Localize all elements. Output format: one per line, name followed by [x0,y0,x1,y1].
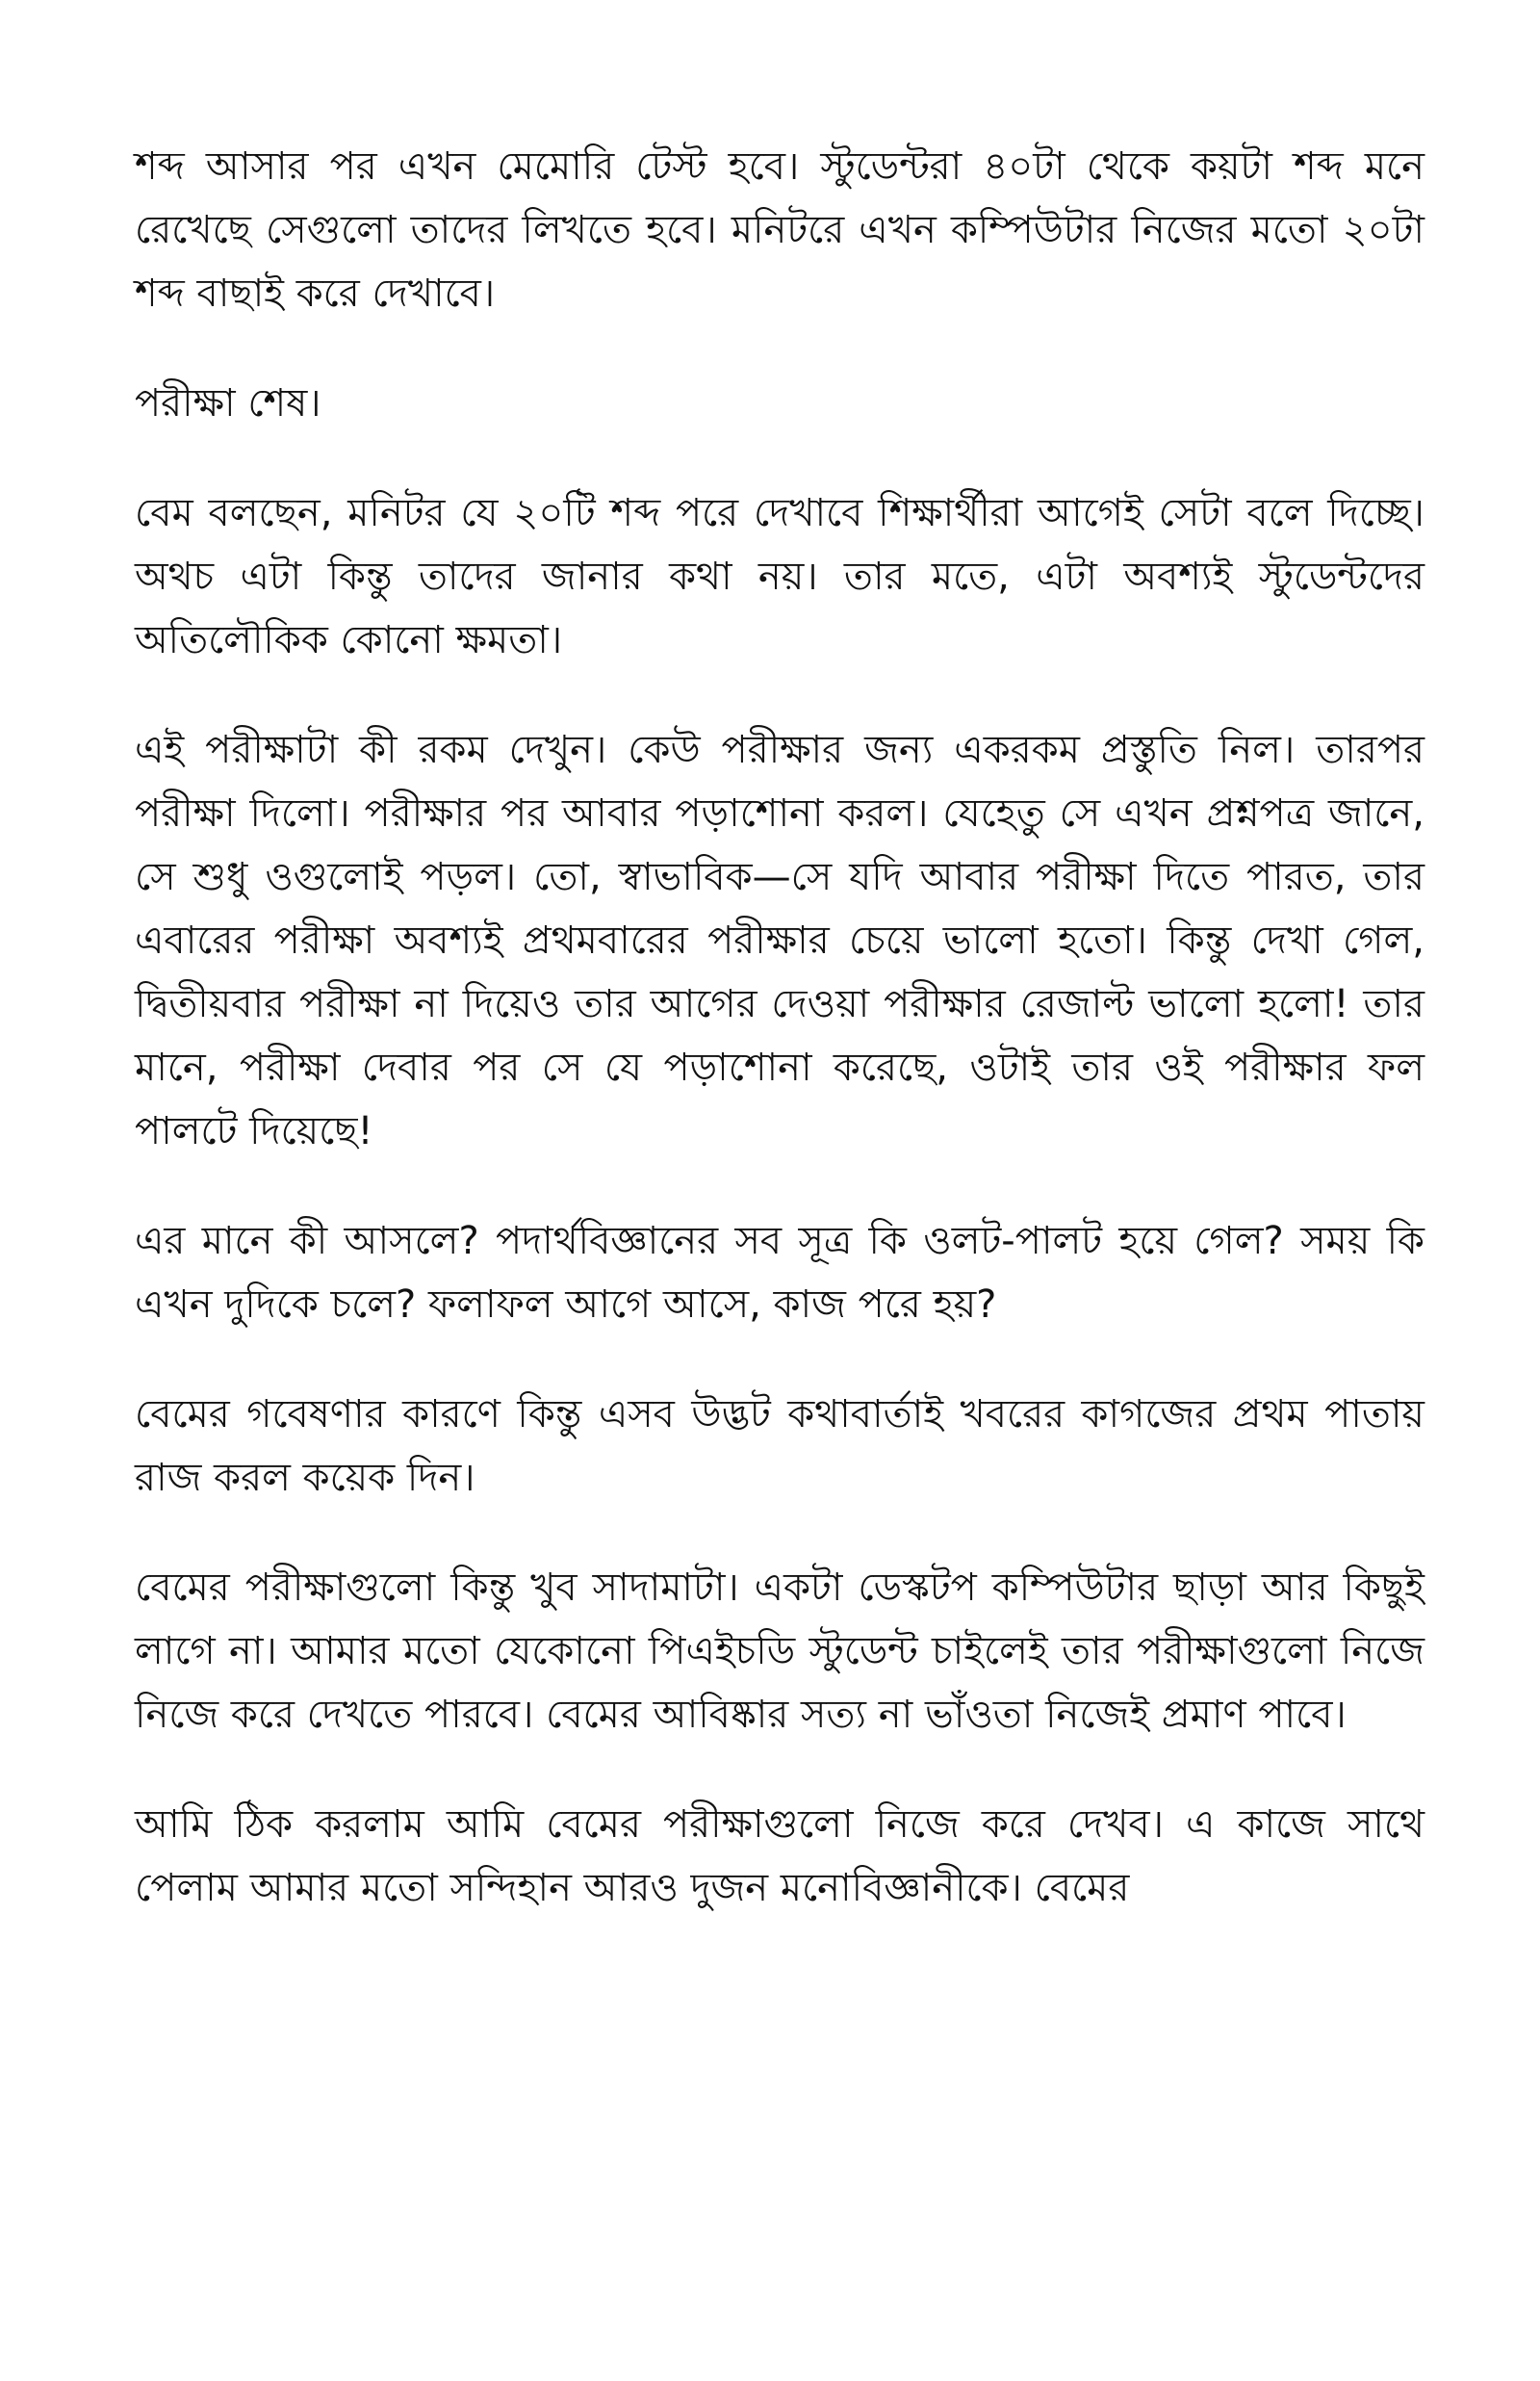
paragraph-memory-test: শব্দ আসার পর এখন মেমোরি টেস্ট হবে। স্টুডেন্টরা ৪০টা থেকে কয়টা শব্দ মনে রেখেছে সেগুলো তাদের লিখতে হবে। মনিটরে এখন কম্পিউটার নিজের মতো ২০টা শব্দ বাছাই করে দেখাবে। [135,144,1424,316]
body-text [135,135,1424,1966]
paragraph-newspaper: বেমের গবেষণার কারণে কিন্তু এসব উদ্ভট কথাবার্তাই খবরের কাগজের প্রথম পাতায় রাজ করল কয়েক দিন। [135,1392,1424,1500]
paragraph-simple-experiments: বেমের পরীক্ষাগুলো কিন্তু খুব সাদামাটা। একটা ডেস্কটপ কম্পিউটার ছাড়া আর কিছুই লাগে না। আমার মতো যেকোনো পিএইচডি স্টুডেন্ট চাইলেই তার পরীক্ষাগুলো নিজে নিজে করে দেখতে পারবে। বেমের আবিষ্কার সত্য না ভাঁওতা নিজেই প্রমাণ পাবে। [135,1566,1424,1737]
paragraph-exam-over: পরীক্ষা শেষ। [135,381,321,426]
paragraph-bem-claim: বেম বলছেন, মনিটর যে ২০টি শব্দ পরে দেখাবে শিক্ষার্থীরা আগেই সেটা বলে দিচ্ছে। অথচ এটা কিন্তু তাদের জানার কথা নয়। তার মতে, এটা অবশ্যই স্টুডেন্টদের অতিলৌকিক কোনো ক্ষমতা। [135,491,1424,662]
paragraph-exam-analogy: এই পরীক্ষাটা কী রকম দেখুন। কেউ পরীক্ষার জন্য একরকম প্রস্তুতি নিল। তারপর পরীক্ষা দিলো। পরীক্ষার পর আবার পড়াশোনা করল। যেহেতু সে এখন প্রশ্নপত্র জানে, সে শুধু ওগুলোই পড়ল। তো, স্বাভাবিক—সে যদি আবার পরীক্ষা দিতে পারত, তার এবারের পরীক্ষা অবশ্যই প্রথমবারের পরীক্ষার চেয়ে ভালো হতো। কিন্তু দেখা গেল, দ্বিতীয়বার পরীক্ষা না দিয়েও তার আগের দেওয়া পরীক্ষার রেজাল্ট ভালো হলো! তার মানে, পরীক্ষা দেবার পর সে যে পড়াশোনা করেছে, ওটাই তার ওই পরীক্ষার ফল পালটে দিয়েছে! [135,728,1424,1153]
paragraph-physics-question: এর মানে কী আসলে? পদার্থবিজ্ঞানের সব সূত্র কি ওলট-পালট হয়ে গেল? সময় কি এখন দুদিকে চলে? ফলাফল আগে আসে, কাজ পরে হয়? [135,1219,1424,1327]
paragraph-replication: আমি ঠিক করলাম আমি বেমের পরীক্ষাগুলো নিজে করে দেখব। এ কাজে সাথে পেলাম আমার মতো সন্দিহান আরও দুজন মনোবিজ্ঞানীকে। বেমের [135,1802,1424,1910]
